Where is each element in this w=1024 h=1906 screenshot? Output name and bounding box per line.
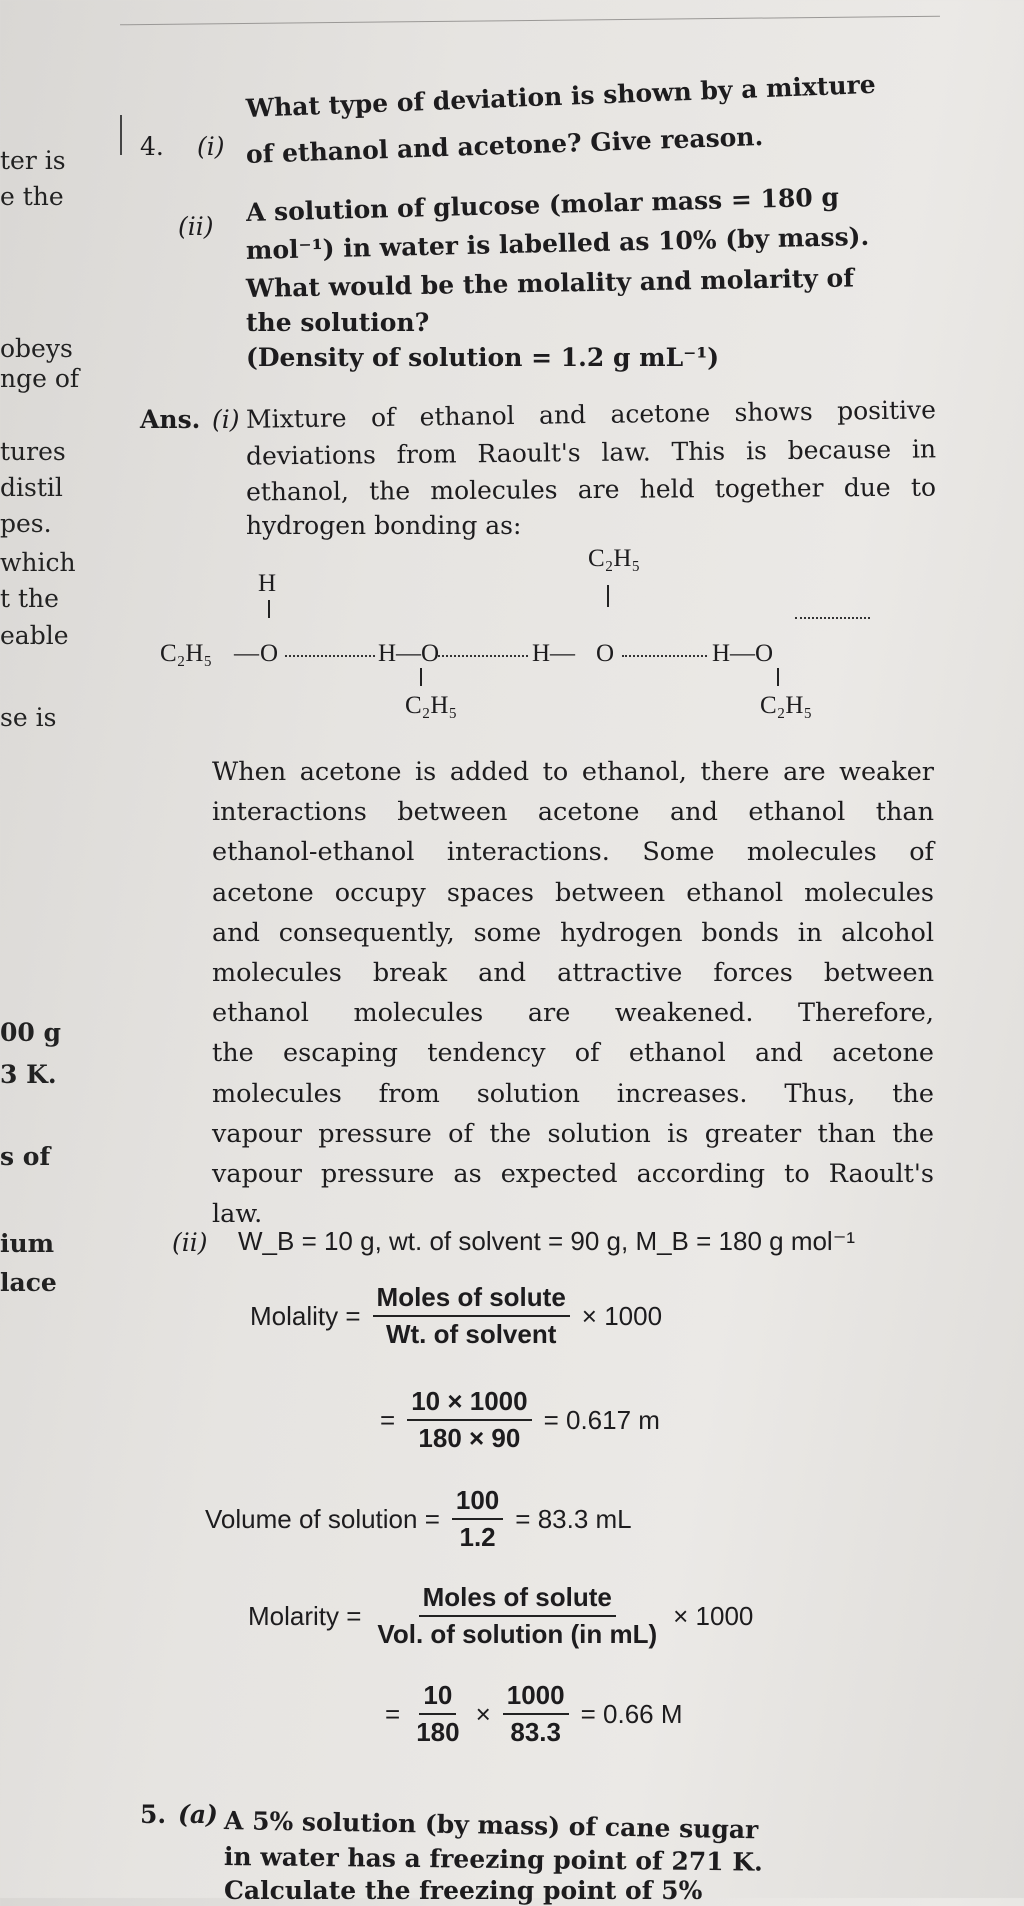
margin-fragment: nge of (0, 364, 80, 393)
question-text: (Density of solution = 1.2 g mL⁻¹) (246, 343, 720, 372)
margin-fragment: lace (0, 1268, 57, 1297)
margin-fragment: se is (0, 703, 57, 732)
answer-label: Ans. (140, 405, 201, 434)
question-text: Calculate the freezing point of 5% (224, 1876, 703, 1905)
paragraph-line: interactions between acetone and ethanol than (212, 797, 934, 828)
group-h: H— (532, 640, 576, 667)
question-text: A 5% solution (by mass) of cane sugar (223, 1806, 759, 1845)
paragraph-line: and consequently, some hydrogen bonds in alcohol (212, 917, 934, 948)
margin-fragment: 3 K. (0, 1060, 57, 1089)
paragraph-line: molecules break and attractive forces between (212, 958, 934, 989)
answer-text: ethanol, the molecules are held together due to (245, 472, 937, 507)
part-label: (i) (197, 132, 225, 161)
margin-fragment: ter is (0, 146, 66, 175)
paragraph-line: ethanol molecules are weakened. Therefore, (212, 998, 934, 1029)
question-text: mol⁻¹) in water is labelled as 10% (by mass). (245, 221, 870, 265)
explanation-paragraph (212, 752, 934, 1234)
margin-fragment: t the (0, 584, 59, 613)
part-label: (a) (178, 1800, 218, 1829)
atom-o: O (260, 640, 279, 667)
paragraph-line: vapour pressure as expected according to Raoult's (212, 1159, 934, 1190)
group-c2h5: C₂H₅ (588, 545, 641, 572)
paragraph-line: ethanol-ethanol interactions. Some molecules of (212, 837, 934, 868)
paragraph-line: vapour pressure of the solution is greater than the (212, 1118, 934, 1149)
paragraph-line: acetone occupy spaces between ethanol molecules (212, 877, 934, 908)
molality-formula: Molality = $\frac{\text{Moles of solute}}{\text{Wt. of solvent}}$ × 1000 (250, 1282, 663, 1349)
group-c2h5: C₂H₅ (160, 640, 213, 667)
margin-fragment: pes. (0, 509, 52, 538)
margin-fragment: distil (0, 473, 63, 502)
margin-fragment: tures (0, 437, 66, 466)
question-text: the solution? (246, 308, 430, 337)
margin-fragment: ium (0, 1229, 55, 1258)
margin-fragment: 00 g (0, 1018, 61, 1047)
group-h-o: H—O (712, 640, 774, 667)
paragraph-line: When acetone is added to ethanol, there are weaker (212, 757, 934, 787)
margin-fragment: s of (0, 1142, 51, 1171)
paragraph-line: the escaping tendency of ethanol and acetone (212, 1038, 934, 1069)
answer-text: Mixture of ethanol and acetone shows positive (245, 395, 937, 434)
group-c2h5: C₂H₅ (405, 692, 458, 719)
column-divider (120, 115, 122, 155)
volume-calculation: Volume of solution = $\frac{100}{1.2}$ = 83.3 mL (205, 1485, 632, 1552)
group-h-o: H—O (378, 640, 440, 667)
question-text: What type of deviation is shown by a mixture (245, 69, 877, 123)
molality-calculation: = $\frac{10 \times 1000}{180 \times 90}$ = 0.617 m (380, 1386, 660, 1453)
margin-fragment: eable (0, 621, 69, 650)
question-number: 4. (140, 132, 164, 161)
answer-text: deviations from Raoult's law. This is because in (245, 434, 937, 471)
answer-text: hydrogen bonding as: (246, 511, 522, 540)
margin-fragment: which (0, 548, 76, 577)
group-c2h5: C₂H₅ (760, 692, 813, 719)
question-number: 5. (140, 1800, 167, 1829)
page-edge-line (120, 16, 940, 26)
atom-h: H (258, 570, 277, 597)
part-label: (i) (212, 405, 240, 434)
given-values: W_B = 10 g, wt. of solvent = 90 g, M_B = 180 g mol⁻¹ (238, 1226, 856, 1256)
question-text: What would be the molality and molarity of (245, 263, 855, 303)
paragraph-line: molecules from solution increases. Thus, the (212, 1078, 934, 1109)
paragraph-line: law. (212, 1199, 263, 1230)
question-text: A solution of glucose (molar mass = 180 g (245, 182, 840, 227)
margin-fragment: e the (0, 182, 64, 211)
molarity-calculation: = $\frac{10}{180}$ × $\frac{1000}{83.3}$ = 0.66 M (385, 1680, 683, 1747)
atom-o: O (596, 640, 615, 667)
molarity-formula: Molarity = $\frac{\text{Moles of solute}}{\text{Vol. of solution (in mL)}}$ × 1000 (248, 1582, 754, 1649)
question-text: of ethanol and acetone? Give reason. (245, 121, 764, 169)
part-label: (ii) (172, 1228, 208, 1257)
margin-fragment: obeys (0, 334, 73, 363)
question-text: in water has a freezing point of 271 K. (223, 1842, 763, 1877)
part-label: (ii) (178, 212, 214, 241)
